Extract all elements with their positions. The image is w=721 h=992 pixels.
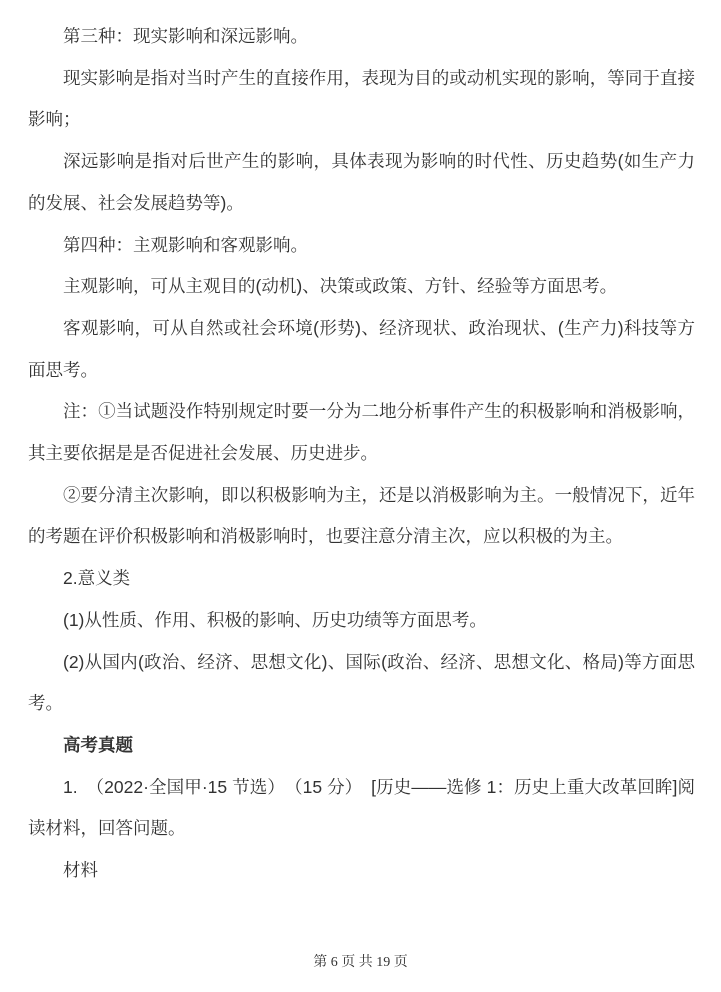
doc-paragraph-subjective-influence: 主观影响，可从主观目的(动机)、决策或政策、方针、经验等方面思考。 [63, 276, 618, 297]
doc-paragraph-type4-heading: 第四种：主观影响和客观影响。 [63, 234, 308, 255]
doc-paragraph-note-1: 注：①当试题没作特别规定时要一分为二地分析事件产生的积极影响和消极影响，其主要依据是是否促进社会发展、历史进步。 [28, 401, 695, 464]
doc-paragraph-type3-heading: 第三种：现实影响和深远影响。 [63, 26, 308, 46]
doc-paragraph-meaning-point-2: (2)从国内(政治、经济、思想文化)、国际(政治、经济、思想文化、格局)等方面思考。 [28, 651, 695, 714]
doc-paragraph-exam-question-1: 1. （2022·全国甲·15 节选） （15 分） [历史——选修 1：历史上重大改革回眸]阅读材料，回答问题。 [28, 776, 695, 839]
doc-paragraph-objective-influence: 客观影响，可从自然或社会环境(形势)、经济现状、政治现状、(生产力)科技等方面思考。 [28, 317, 695, 380]
document-page [28, 16, 695, 892]
doc-paragraph-meaning-category: 2.意义类 [63, 568, 131, 589]
page-footer: 第 6 页 共 19 页 [313, 955, 408, 970]
exam-questions-heading: 高考真题 [63, 734, 133, 755]
doc-paragraph-realistic-influence: 现实影响是指对当时产生的直接作用，表现为目的或动机实现的影响，等同于直接影响； [28, 67, 695, 130]
doc-paragraph-farreaching-influence: 深远影响是指对后世产生的影响，具体表现为影响的时代性、历史趋势(如生产力的发展、社会发展趋势等)。 [28, 151, 695, 213]
doc-paragraph-material-label: 材料 [63, 860, 98, 881]
doc-paragraph-note-2: ②要分清主次影响，即以积极影响为主，还是以消极影响为主。一般情况下，近年的考题在评价积极影响和消极影响时，也要注意分清主次，应以积极的为主。 [28, 484, 695, 547]
doc-paragraph-meaning-point-1: (1)从性质、作用、积极的影响、历史功绩等方面思考。 [63, 609, 487, 630]
